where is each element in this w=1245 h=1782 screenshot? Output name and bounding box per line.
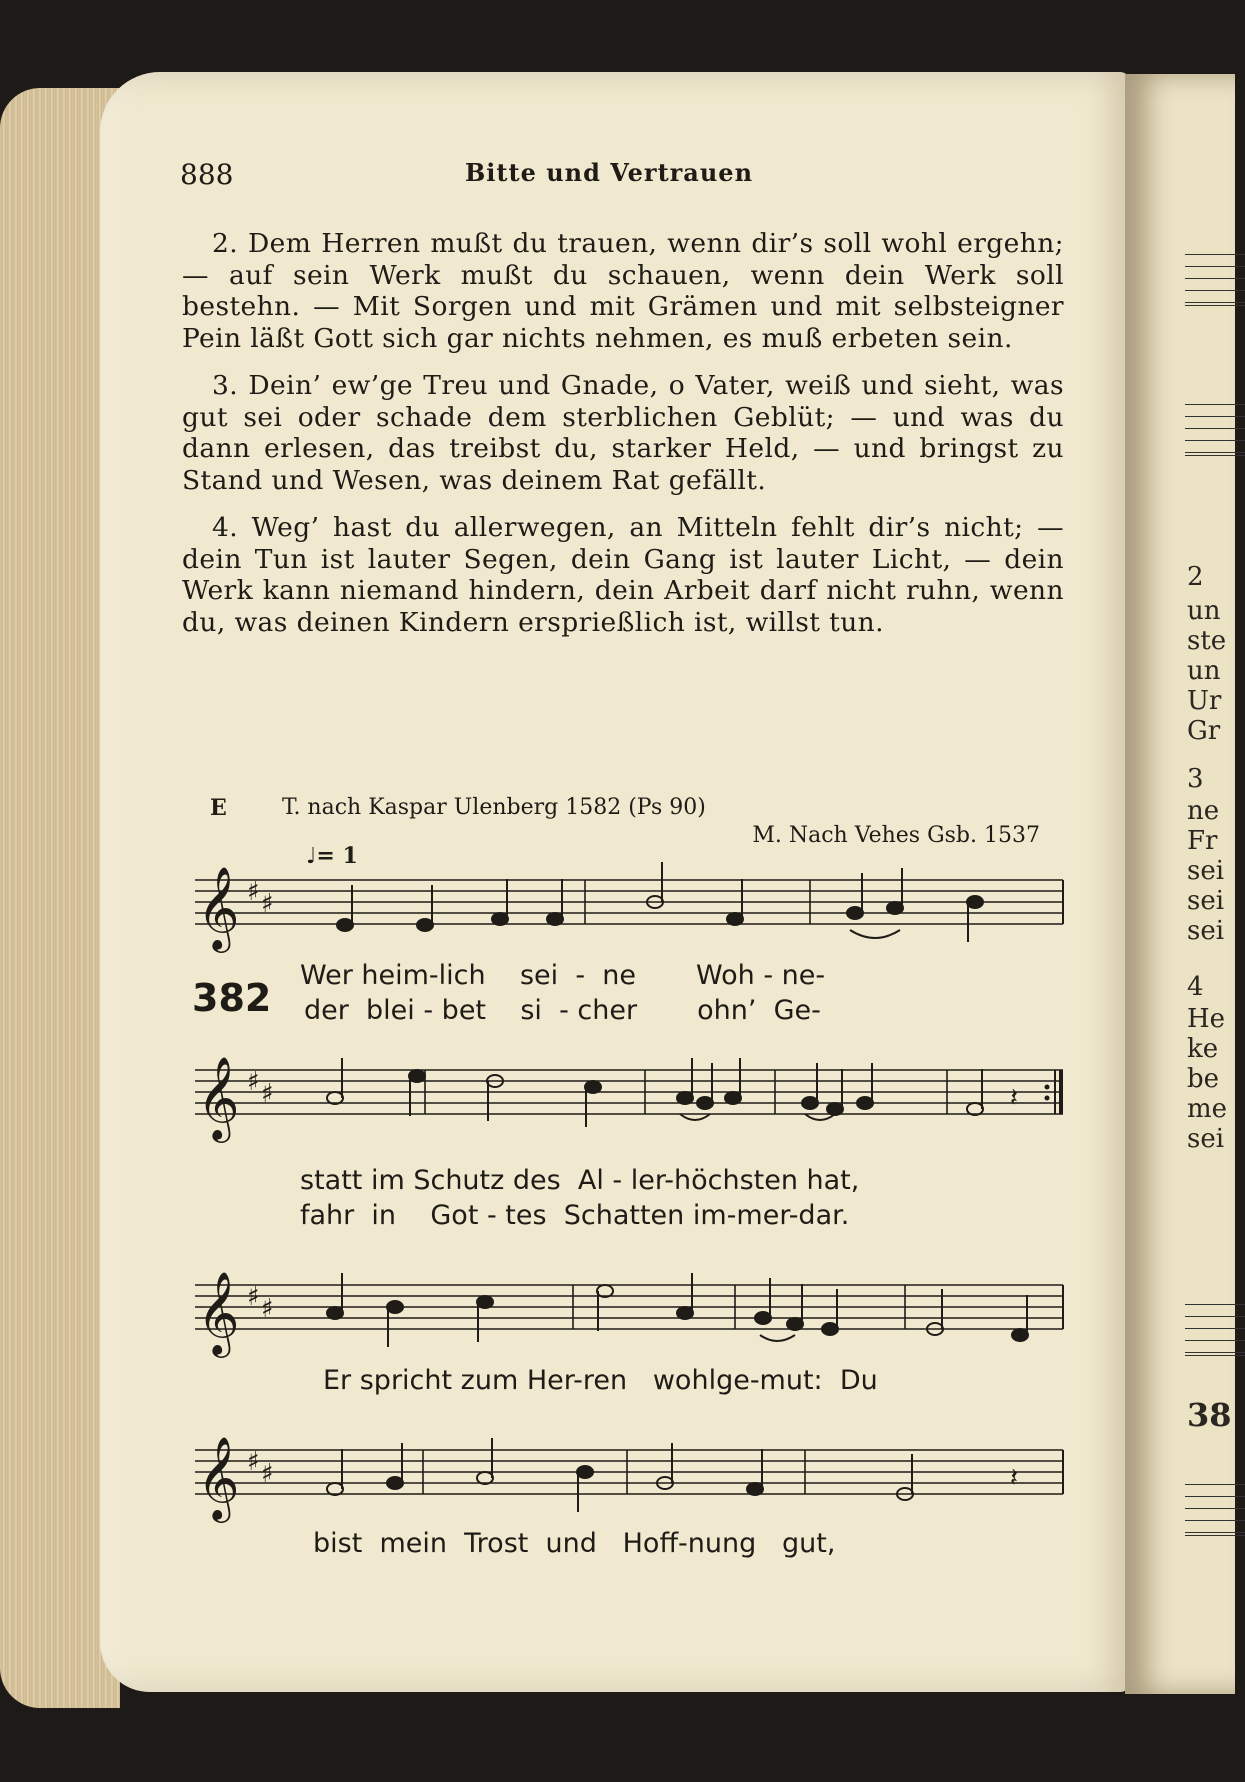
facing-staff	[1185, 1304, 1245, 1356]
facing-text: un	[1187, 656, 1221, 686]
facing-text: Fr	[1187, 826, 1218, 856]
facing-text: ste	[1187, 626, 1227, 656]
facing-text: ne	[1187, 796, 1220, 826]
facing-text: sei	[1187, 856, 1225, 886]
treble-clef-icon: 𝄞	[197, 1435, 240, 1519]
sharp-icon: ♯	[261, 1294, 274, 1324]
sharp-icon: ♯	[261, 889, 274, 919]
facing-page-fragment	[1125, 74, 1235, 1694]
tempo-marking: ♩= 1	[306, 843, 358, 869]
facing-text: un	[1187, 596, 1221, 626]
sharp-icon: ♯	[261, 1079, 274, 1109]
facing-text: Gr	[1187, 716, 1221, 746]
treble-clef-icon: 𝄞	[197, 865, 240, 949]
facing-text: sei	[1187, 916, 1225, 946]
page-number: 888	[180, 158, 234, 191]
facing-text: be	[1187, 1064, 1220, 1094]
hymn-key-marker: E	[210, 795, 227, 821]
facing-text: sei	[1187, 886, 1225, 916]
hymn-number: 382	[192, 976, 272, 1020]
music-staff-2	[195, 1040, 1065, 1150]
facing-text: 2	[1187, 562, 1204, 592]
sharp-icon: ♯	[261, 1459, 274, 1489]
melody-credit: M. Nach Vehes Gsb. 1537	[752, 823, 1040, 848]
facing-text: 3	[1187, 764, 1204, 794]
text-credit: T. nach Kaspar Ulenberg 1582 (Ps 90)	[282, 795, 706, 820]
facing-staff	[1185, 1484, 1245, 1536]
facing-staff	[1185, 254, 1245, 306]
lyric-line-2b: fahr in Got - tes Schatten im-mer-dar.	[300, 1200, 850, 1231]
sharp-icon: ♯	[247, 1067, 260, 1097]
rest-icon: 𝄽	[1010, 1083, 1018, 1113]
lyric-line-4: bist mein Trost und Hoff-nung gut,	[313, 1528, 836, 1559]
sharp-icon: ♯	[247, 877, 260, 907]
sharp-icon: ♯	[247, 1282, 260, 1312]
verse-4: 4. Weg’ hast du allerwegen, an Mitteln fehlt dir’s nicht; — dein Tun ist lauter Segen, dein Gang ist lauter Licht, — dein Werk kann niemand hindern, dein Arbeit darf nicht ruhn, wenn du, was deinen Kindern ersprießlich ist, willst tun.	[182, 512, 1064, 638]
facing-staff	[1185, 404, 1245, 456]
facing-text: ke	[1187, 1034, 1219, 1064]
lyric-line-3: Er spricht zum Her-ren wohlge-mut: Du	[323, 1365, 878, 1396]
facing-text: me	[1187, 1094, 1228, 1124]
running-title: Bitte und Vertrauen	[465, 158, 754, 187]
facing-hymn-number: 38	[1187, 1396, 1232, 1434]
lyric-line-1b: der blei - bet si - cher ohn’ Ge-	[304, 995, 821, 1026]
verse-2: 2. Dem Herren mußt du trauen, wenn dir’s soll wohl ergehn; — auf sein Werk mußt du schauen, wenn dein Werk soll bestehn. — Mit Sorgen und mit Grämen und mit selbsteigner Pein läßt Gott sich gar nichts nehmen, es muß erbeten sein.	[182, 228, 1064, 354]
treble-clef-icon: 𝄞	[197, 1270, 240, 1354]
facing-text: sei	[1187, 1124, 1225, 1154]
music-staff-3	[195, 1255, 1065, 1365]
hymn-verses	[182, 228, 1064, 654]
lyric-line-2a: statt im Schutz des Al - ler-höchsten hat,	[300, 1165, 860, 1196]
rest-icon: 𝄽	[1010, 1463, 1018, 1493]
facing-text: He	[1187, 1004, 1226, 1034]
music-staff-1	[195, 850, 1065, 960]
facing-text: 4	[1187, 972, 1204, 1002]
page-header	[180, 158, 1060, 198]
music-staff-4	[195, 1420, 1065, 1530]
lyric-line-1a: Wer heim-lich sei - ne Woh - ne-	[300, 960, 826, 991]
sharp-icon: ♯	[247, 1447, 260, 1477]
treble-clef-icon: 𝄞	[197, 1055, 240, 1139]
verse-3: 3. Dein’ ew’ge Treu und Gnade, o Vater, weiß und sieht, was gut sei oder schade dem sterblichen Geblüt; — und was du dann erlesen, das treibst du, starker Held, — und bringst zu Stand und Wesen, was deinem Rat gefällt.	[182, 370, 1064, 496]
facing-text: Ur	[1187, 686, 1222, 716]
